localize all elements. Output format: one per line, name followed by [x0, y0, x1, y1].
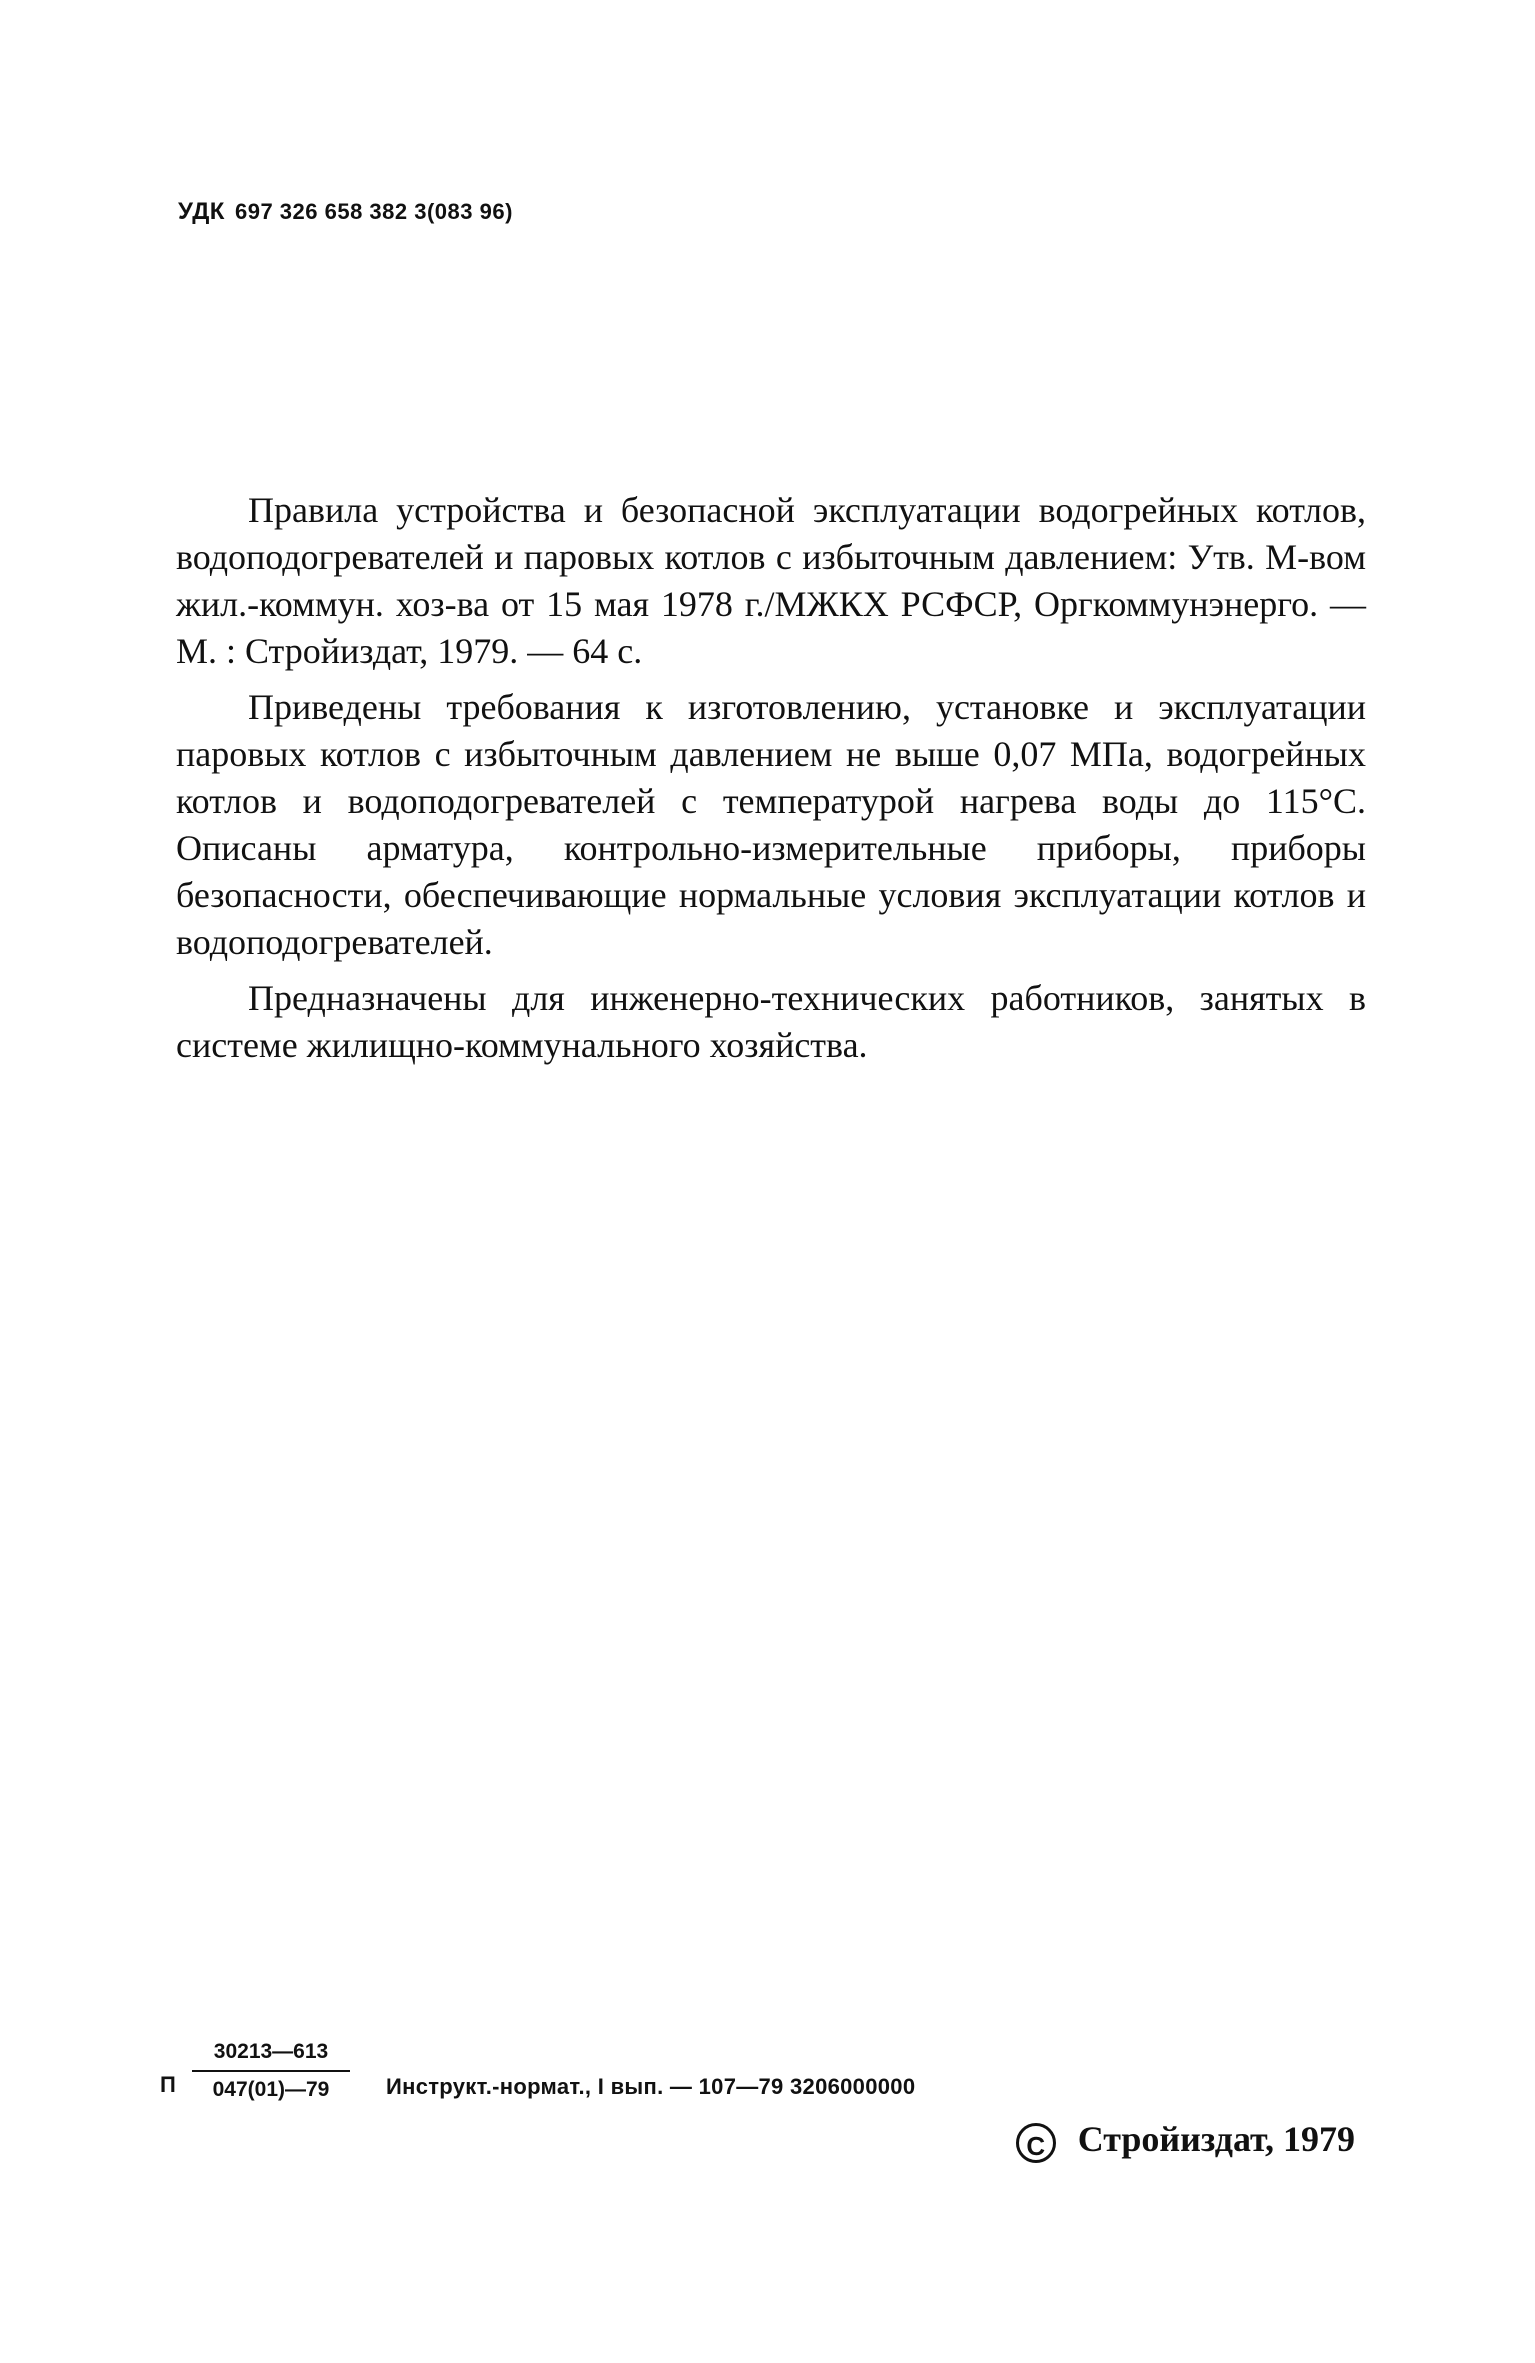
publication-info [160, 2040, 1375, 2160]
bibliographic-citation: Правила устройства и безопасной эксплуатации водогрейных котлов, водоподогревателей и паровых котлов с избыточным давлением: Утв. М-вом жил.-коммун. хоз-ва от 15 мая 1978 г./МЖКХ РСФСР, Оргкоммунэнерго. — М. : Стройиздат, 1979. — 64 с. [176, 490, 1366, 672]
catalog-denominator: 047(01)—79 [212, 2078, 330, 2101]
catalog-numerator: 30213—613 [213, 2040, 329, 2063]
copyright [1016, 2118, 1355, 2163]
copyright-text: Стройиздат, 1979 [1077, 2119, 1355, 2159]
abstract-description: Приведены требования к изготовлению, установке и эксплуатации паровых котлов с избыточным давлением не выше 0,07 МПа, водогрейных котлов и водоподогревателей с температурой нагрева воды до 115°С. Описаны арматура, контрольно-измерительные приборы, приборы безопасности, обеспечивающие нормальные условия эксплуатации котлов и водоподогревателей. [176, 686, 1366, 963]
catalog-letter: П [160, 2072, 176, 2097]
catalog-info: Инструкт.-нормат., I вып. — 107—79 3206000000 [386, 2074, 916, 2099]
catalog-fraction [192, 2040, 350, 2102]
udk-code [178, 198, 513, 226]
udk-prefix: УДК [178, 198, 225, 225]
abstract [176, 487, 1366, 1069]
udk-number: 697 326 658 382 3(083 96) [234, 199, 513, 224]
target-audience: Предназначены для инженерно-технических работников, занятых в системе жилищно-коммунального хозяйства. [176, 977, 1366, 1065]
copyright-icon: C [1016, 2123, 1056, 2163]
